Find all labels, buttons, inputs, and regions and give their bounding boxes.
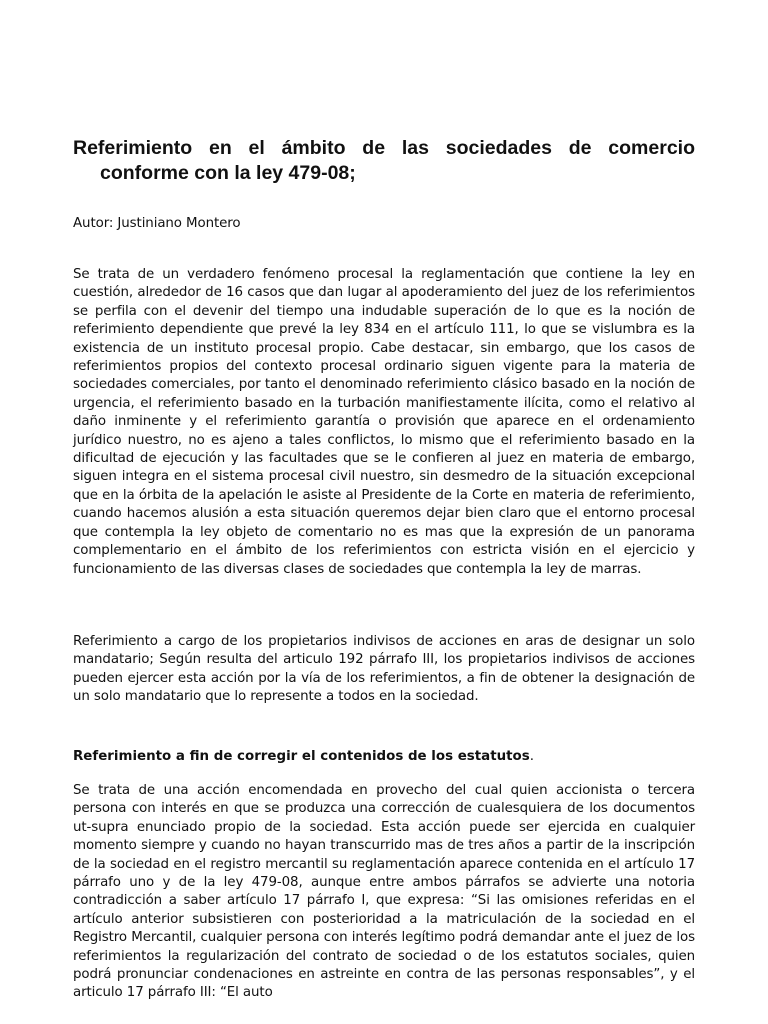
section-heading: [73, 748, 534, 766]
paragraph-estatutos: Se trata de una acción encomendada en provecho del cual quien accionista o tercera persona con interés en que se produzca una corrección de cualesquiera de los documentos ut-supra enunciado propio de la sociedad. Esta acción puede ser ejercida en cualquier momento siempre y cuando no hayan transcurrido mas de tres años a partir de la inscripción de la sociedad en el registro mercantil su reglamentación aparece contenida en el artículo 17 párrafo uno y de la ley 479-08, aunque entre ambos párrafos se advierte una notoria contradicción a saber artículo 17 párrafo I, que expresa: “Si las omisiones referidas en el artículo anterior subsistieren con posterioridad a la matriculación de la sociedad en el Registro Mercantil, cualquier persona con interés legítimo podrá demandar ante el juez de los referimientos la regularización del contrato de sociedad o de los estatutos sociales, quien podrá pronunciar condenaciones en astreinte en contra de las personas responsables”, y el articulo 17 párrafo III: “El auto: [73, 783, 695, 1001]
document-title-continued: conforme con la ley 479-08;: [100, 162, 356, 184]
section-heading-punct: .: [529, 749, 534, 764]
paragraph-intro: Se trata de un verdadero fenómeno procesal la reglamentación que contiene la ley en cuestión, alrededor de 16 casos que dan lugar al apoderamiento del juez de los referimientos se perfila con el devenir del tiempo una indudable superación de lo que es la noción de referimiento dependiente que prevé la ley 834 en el artículo 111, lo que se vislumbra es la existencia de un instituto procesal propio. Cabe destacar, sin embargo, que los casos de referimientos propios del contexto procesal ordinario siguen vigente para la materia de sociedades comerciales, por tanto el denominado referimiento clásico basado en la noción de urgencia, el referimiento basado en la turbación manifiestamente ilícita, como el relativo al daño inminente y el referimiento garantía o provisión que aparece en el ordenamiento jurídico nuestro, no es ajeno a tales conflictos, lo mismo que el referimiento basado en la dificultad de ejecución y las facultades que se le confieren al juez en materia de embargo, siguen integra en el sistema procesal civil nuestro, sin desmedro de la situación excepcional que en la órbita de la apelación le asiste al Presidente de la Corte en materia de referimiento, cuando hacemos alusión a esta situación queremos dejar bien claro que el entorno procesal que contempla la ley objeto de comentario no es mas que la expresión de un panorama complementario en el ámbito de los referimientos con estricta visión en el ejercicio y funcionamiento de las diversas clases de sociedades que contempla la ley de marras.: [73, 267, 695, 577]
section-heading-text: Referimiento a fin de corregir el contenidos de los estatutos: [73, 749, 530, 764]
document-title: Referimiento en el ámbito de las sociedades de comercio: [73, 137, 695, 159]
paragraph-indivisos: Referimiento a cargo de los propietarios indivisos de acciones en aras de designar un solo mandatario; Según resulta del articulo 192 párrafo III, los propietarios indivisos de acciones pueden ejercer esta acción por la vía de los referimientos, a fin de obtener la designación de un solo mandatario que lo represente a todos en la sociedad.: [73, 634, 695, 705]
author-line: Autor: Justiniano Montero: [73, 216, 241, 231]
